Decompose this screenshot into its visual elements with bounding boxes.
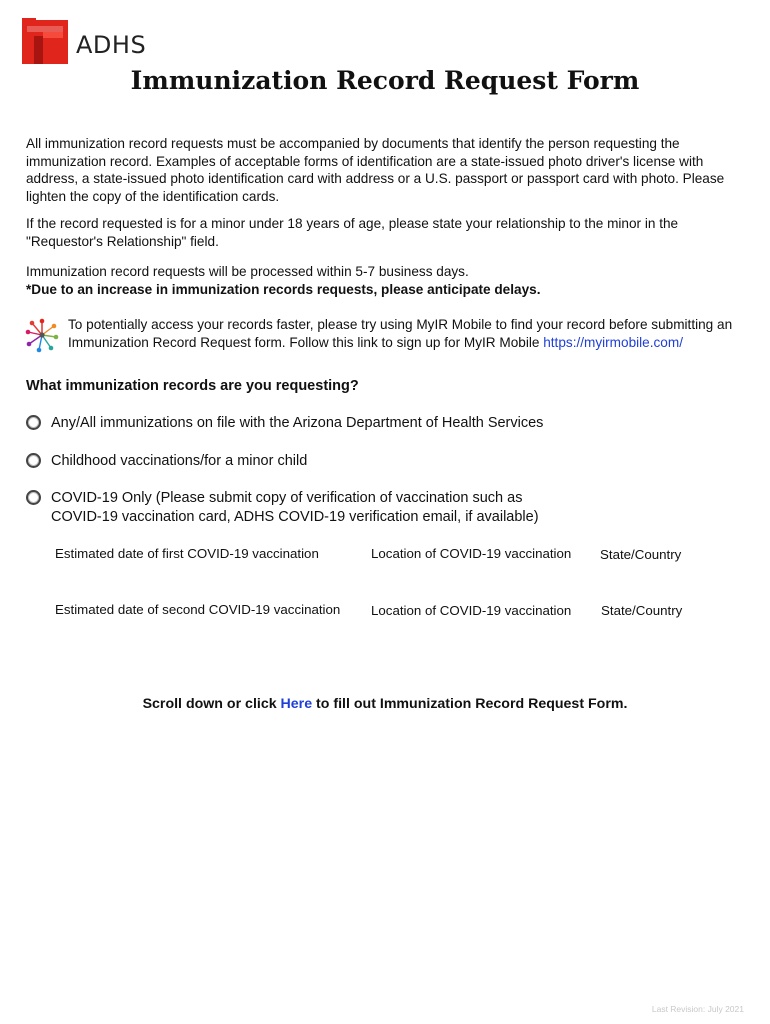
- option-childhood-vaccinations[interactable]: [26, 452, 307, 471]
- myir-mobile-notice: [24, 316, 744, 354]
- processing-notice: [26, 263, 746, 298]
- myir-mobile-text: To potentially access your records faster, please try using MyIR Mobile to find your record before submitting an Immunization Record Request form. Follow this link to sign up for MyIR Mobile: [68, 317, 733, 350]
- processing-time-text: Immunization record requests will be processed within 5-7 business days.: [26, 264, 469, 279]
- radio-all-immunizations[interactable]: [26, 415, 41, 430]
- delay-notice-text: *Due to an increase in immunization records requests, please anticipate delays.: [26, 281, 541, 297]
- page-title: Immunization Record Request Form: [130, 66, 640, 95]
- logo-text: ADHS: [76, 31, 147, 59]
- scroll-instruction-after: to fill out Immunization Record Request Form.: [312, 696, 628, 712]
- last-revision: Last Revision: July 2021: [651, 1004, 744, 1014]
- myir-mobile-text-block: [68, 316, 744, 354]
- adhs-logo-icon: [22, 18, 70, 66]
- second-vaccination-date-field[interactable]: Estimated date of second COVID-19 vaccination: [55, 602, 341, 617]
- radio-covid-only[interactable]: [26, 490, 41, 505]
- second-vaccination-state-field[interactable]: State/Country: [601, 603, 683, 618]
- option-covid-only-line1: COVID-19 Only (Please submit copy of verification of vaccination such as: [51, 490, 523, 506]
- option-childhood-vaccinations-label: Childhood vaccinations/for a minor child: [51, 453, 308, 469]
- myir-mobile-icon: [24, 316, 60, 354]
- here-link[interactable]: Here: [280, 696, 313, 712]
- first-vaccination-state-field[interactable]: State/Country: [600, 547, 682, 562]
- intro-paragraph-identification: All immunization record requests must be accompanied by documents that identify the person requesting the immunization record. Examples of acceptable forms of identification are a state-issued photo driver's license with address, a state-issued photo identification card with address or a U.S. passport or passport card with photo. Please lighten the copy of the identification cards.: [26, 136, 725, 204]
- records-question: What immunization records are you requesting?: [26, 378, 359, 394]
- option-covid-only-label: [51, 489, 539, 527]
- radio-childhood-vaccinations[interactable]: [26, 453, 41, 468]
- option-all-immunizations[interactable]: [26, 414, 543, 433]
- first-vaccination-date-field[interactable]: Estimated date of first COVID-19 vaccination: [55, 546, 319, 561]
- scroll-instruction-before: Scroll down or click: [142, 696, 281, 712]
- second-vaccination-location-field[interactable]: Location of COVID-19 vaccination: [371, 603, 572, 618]
- option-covid-only-line2: COVID-19 vaccination card, ADHS COVID-19 verification email, if available): [51, 509, 539, 525]
- myir-mobile-link[interactable]: https://myirmobile.com/: [543, 335, 683, 350]
- adhs-logo: [22, 18, 146, 66]
- intro-paragraph-minor: If the record requested is for a minor under 18 years of age, please state your relationship to the minor in the "Requestor's Relationship" field.: [26, 216, 679, 249]
- option-covid-only[interactable]: [26, 489, 539, 527]
- option-all-immunizations-label: Any/All immunizations on file with the Arizona Department of Health Services: [51, 415, 544, 431]
- first-vaccination-location-field[interactable]: Location of COVID-19 vaccination: [371, 546, 572, 561]
- scroll-instruction: [0, 696, 770, 712]
